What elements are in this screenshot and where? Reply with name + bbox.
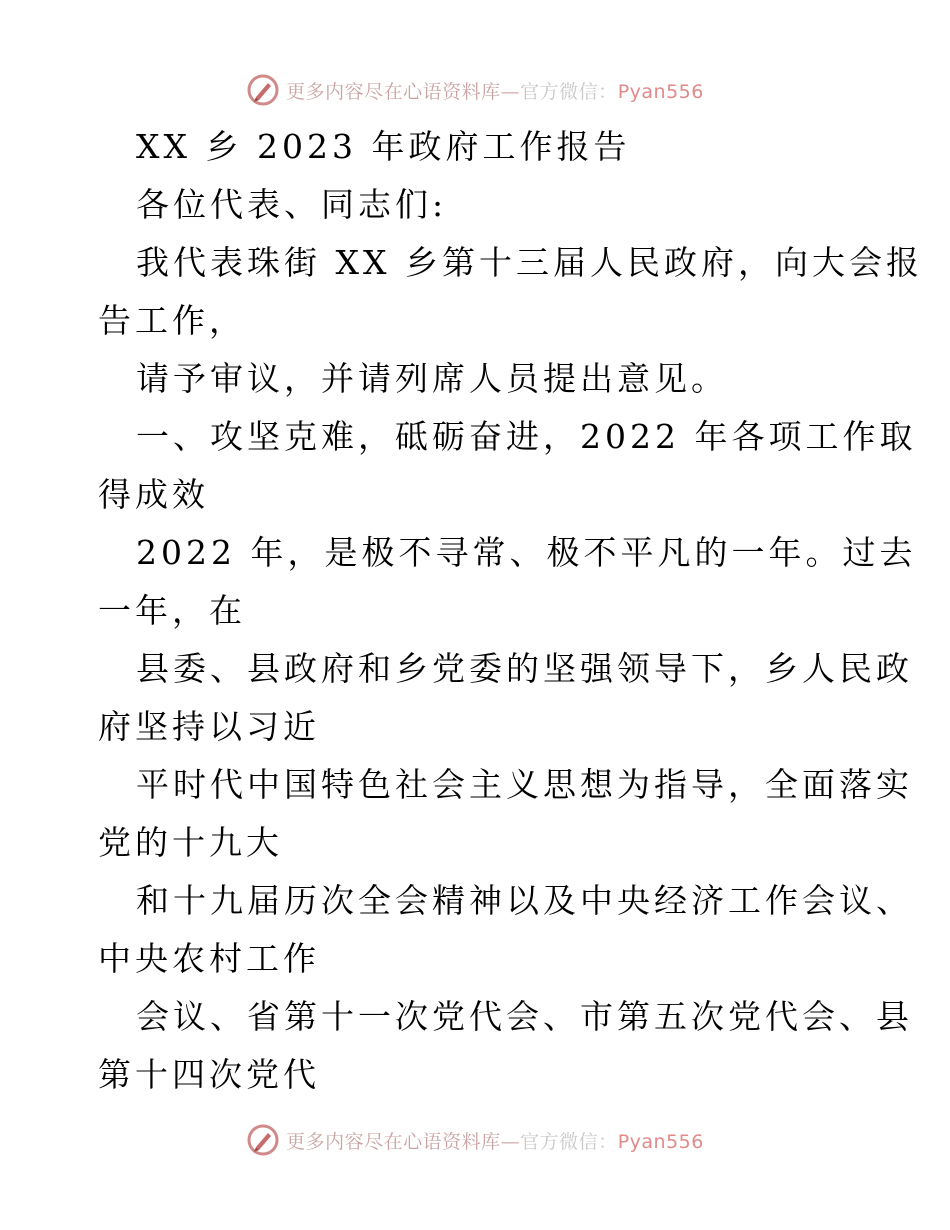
paragraph-line: 党的十九大 xyxy=(98,823,283,862)
paragraph-line: 中央农村工作 xyxy=(98,939,320,978)
salutation: 各位代表、同志们: xyxy=(136,185,448,224)
paragraph-line: 会议、省第十一次党代会、市第五次党代会、县 xyxy=(136,997,913,1036)
paragraph-line: 2022 年，是极不寻常、极不平凡的一年。过去 xyxy=(136,533,917,572)
watermark-dash: — xyxy=(500,80,521,103)
paragraph-line: 告工作， xyxy=(98,301,246,340)
section-heading: 一、攻坚克难，砥砺奋进，2022 年各项工作取 xyxy=(136,417,917,456)
paragraph-line: 第十四次党代 xyxy=(98,1055,320,1094)
watermark-sub-text: 官方微信： xyxy=(520,80,618,103)
document-body xyxy=(98,118,923,1104)
paragraph-line: 和十九届历次全会精神以及中央经济工作会议、 xyxy=(136,881,913,920)
section-heading-continuation: 得成效 xyxy=(98,475,209,514)
document-title: XX 乡 2023 年政府工作报告 xyxy=(136,127,631,166)
watermark-main-text: 更多内容尽在心语资料库 xyxy=(286,80,501,103)
paragraph-line: 县委、县政府和乡党委的坚强领导下，乡人民政 xyxy=(136,649,913,688)
watermark-sub-text: 官方微信： xyxy=(520,1130,618,1153)
paragraph-line: 请予审议，并请列席人员提出意见。 xyxy=(136,359,728,398)
paragraph-line: 府坚持以习近 xyxy=(98,707,320,746)
paragraph-line: 我代表珠街 XX 乡第十三届人民政府，向大会报 xyxy=(136,243,923,282)
watermark-dash: — xyxy=(500,1130,521,1153)
pen-logo-icon xyxy=(246,1123,280,1157)
watermark-main-text: 更多内容尽在心语资料库 xyxy=(286,1130,501,1153)
pen-logo-icon xyxy=(246,73,280,107)
watermark-wechat-id: Pyan556 xyxy=(617,1130,704,1153)
paragraph-line: 平时代中国特色社会主义思想为指导，全面落实 xyxy=(136,765,913,804)
paragraph-line: 一年，在 xyxy=(98,591,246,630)
header-watermark xyxy=(0,70,950,110)
footer-watermark xyxy=(0,1120,950,1160)
watermark-wechat-id: Pyan556 xyxy=(617,80,704,103)
